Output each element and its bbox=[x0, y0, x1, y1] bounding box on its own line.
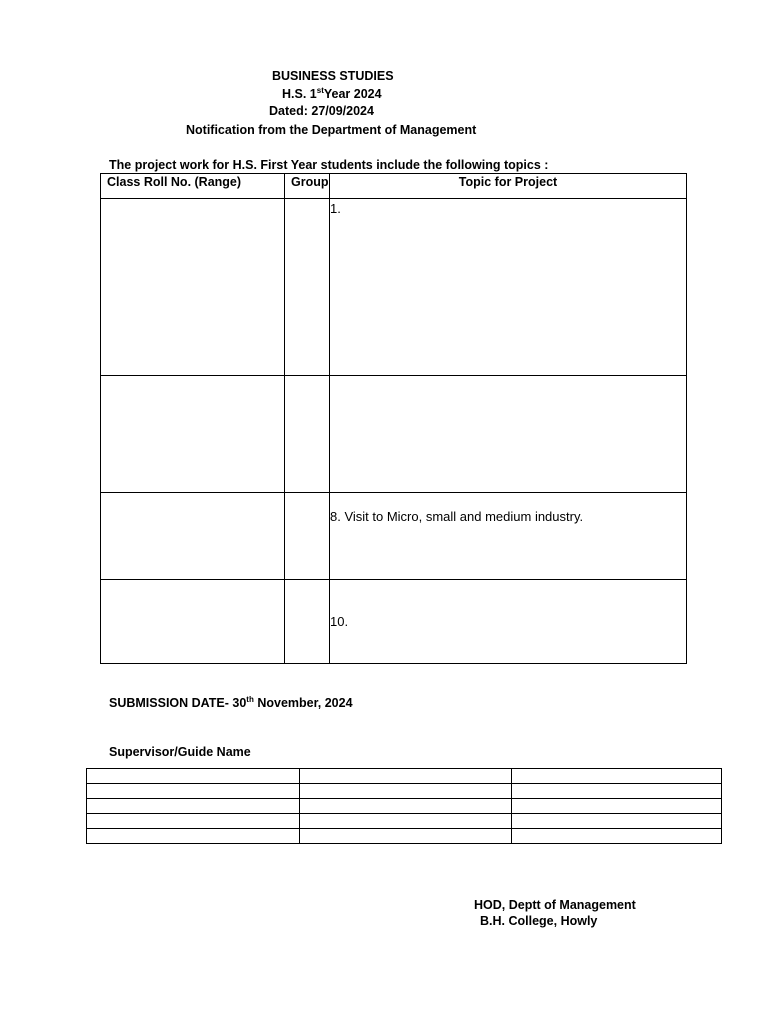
signature-title: HOD, Deptt of Management bbox=[474, 898, 636, 912]
topic-text: 1. bbox=[330, 201, 341, 216]
topic-cell bbox=[330, 199, 687, 376]
table-row bbox=[87, 769, 722, 784]
guide-cell bbox=[300, 814, 512, 829]
signature-college: B.H. College, Howly bbox=[480, 914, 598, 928]
guide-cell bbox=[300, 784, 512, 799]
guide-cell bbox=[512, 814, 722, 829]
topic-text: 10. bbox=[330, 614, 349, 629]
header-roll-range: Class Roll No. (Range) bbox=[101, 174, 285, 199]
guide-cell bbox=[512, 769, 722, 784]
guide-cell bbox=[512, 829, 722, 844]
topic-cell bbox=[330, 580, 687, 664]
guide-cell bbox=[512, 799, 722, 814]
topic-cell bbox=[330, 376, 687, 493]
table-row bbox=[101, 199, 687, 376]
guide-cell bbox=[87, 784, 300, 799]
supervisor-label: Supervisor/Guide Name bbox=[109, 745, 251, 759]
roll-cell bbox=[101, 493, 285, 580]
project-topics-table bbox=[100, 173, 687, 664]
notification-title: Notification from the Department of Management bbox=[186, 123, 477, 137]
group-cell bbox=[285, 493, 330, 580]
guide-cell bbox=[512, 784, 722, 799]
supervisor-table bbox=[86, 768, 722, 844]
table-row bbox=[101, 376, 687, 493]
table-row bbox=[87, 814, 722, 829]
table-row bbox=[87, 784, 722, 799]
submission-date: SUBMISSION DATE- 30th November, 2024 bbox=[109, 694, 353, 710]
header-group: Group bbox=[285, 174, 330, 199]
table-header-row bbox=[101, 174, 687, 199]
group-cell bbox=[285, 376, 330, 493]
table-row bbox=[87, 829, 722, 844]
guide-cell bbox=[87, 829, 300, 844]
roll-cell bbox=[101, 376, 285, 493]
intro-text: The project work for H.S. First Year students include the following topics : bbox=[109, 158, 549, 172]
table-row bbox=[101, 493, 687, 580]
guide-cell bbox=[300, 769, 512, 784]
header-topic: Topic for Project bbox=[330, 174, 687, 199]
dated-line: Dated: 27/09/2024 bbox=[269, 104, 374, 118]
roll-cell bbox=[101, 199, 285, 376]
guide-cell bbox=[87, 769, 300, 784]
roll-cell bbox=[101, 580, 285, 664]
guide-cell bbox=[300, 799, 512, 814]
guide-cell bbox=[87, 799, 300, 814]
guide-cell bbox=[300, 829, 512, 844]
topic-cell bbox=[330, 493, 687, 580]
subject-title: BUSINESS STUDIES bbox=[272, 69, 394, 83]
group-cell bbox=[285, 580, 330, 664]
table-row bbox=[101, 580, 687, 664]
group-cell bbox=[285, 199, 330, 376]
table-row bbox=[87, 799, 722, 814]
year-line: H.S. 1stYear 2024 bbox=[282, 85, 382, 101]
topic-text: 8. Visit to Micro, small and medium industry. bbox=[330, 509, 584, 524]
guide-cell bbox=[87, 814, 300, 829]
